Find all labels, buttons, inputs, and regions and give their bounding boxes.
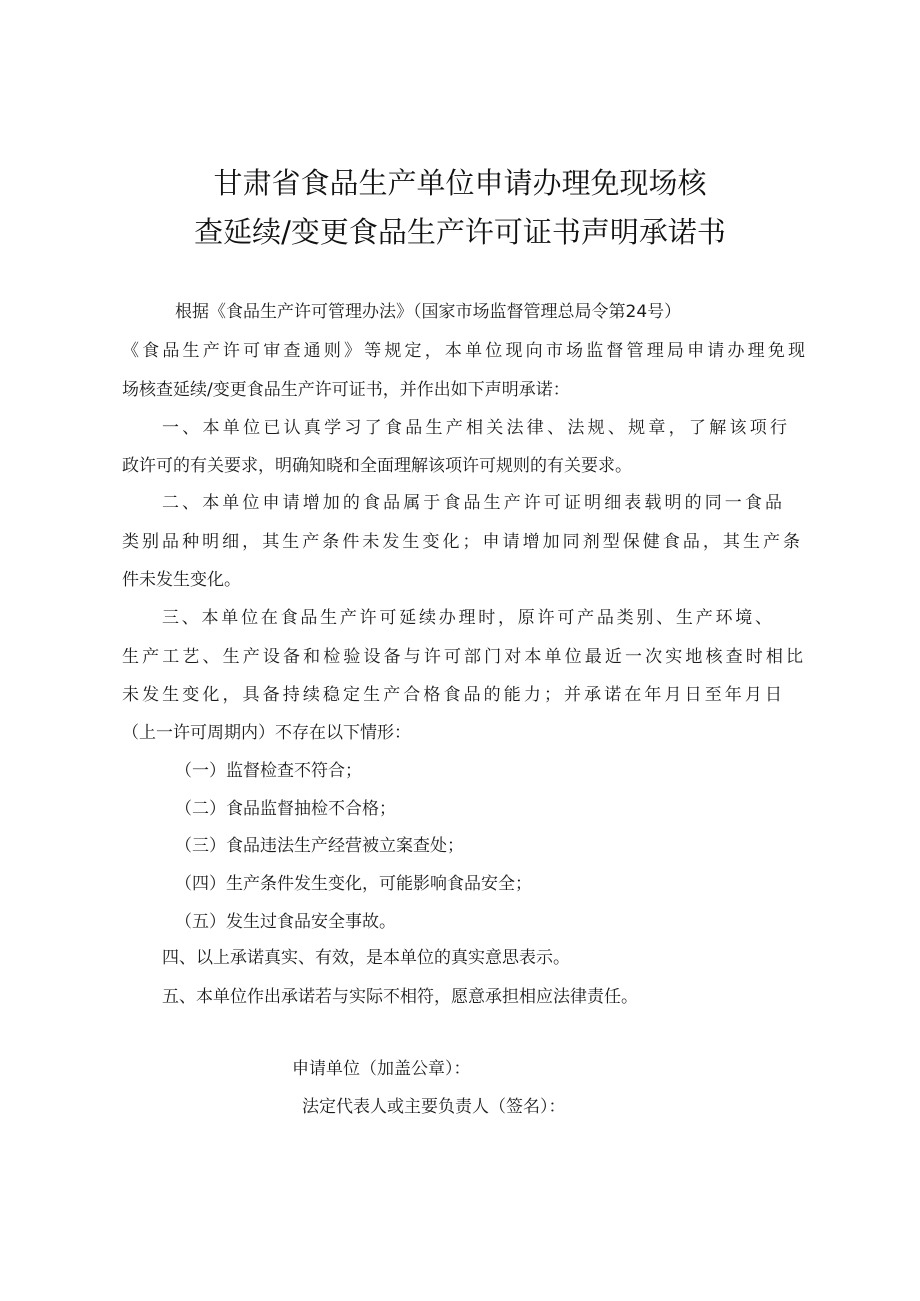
body-line-10: 生产工艺、生产设备和检验设备与许可部门对本单位最近一次实地核查时相比	[122, 647, 803, 667]
body-line-5: 政许可的有关要求，明确知晓和全面理解该项许可规则的有关要求。	[122, 456, 632, 476]
body-line-6: 二、本单位申请增加的食品属于食品生产许可证明细表载明的同一食品	[162, 493, 782, 513]
applicant-seal-label: 申请单位（加盖公章）：	[292, 1059, 471, 1079]
list-item-4: （四）生产条件发生变化，可能影响食品安全；	[175, 874, 532, 894]
list-item-2: （二）食品监督抽检不合格；	[175, 799, 396, 819]
list-item-3: （三）食品违法生产经营被立案查处；	[175, 836, 464, 856]
body-line-7: 类别品种明细，其生产条件未发生变化；申请增加同剂型保健食品，其生产条	[122, 532, 800, 552]
body-line-2: 《食品生产许可审查通则》等规定，本单位现向市场监督管理局申请办理免现	[122, 341, 805, 361]
representative-signature-label: 法定代表人或主要负责人（签名）：	[302, 1097, 566, 1117]
body-line-1: 根据《食品生产许可管理办法》（国家市场监督管理总局令第24号）	[175, 302, 682, 322]
body-line-4: 一、本单位已认真学习了食品生产相关法律、法规、规章，了解该项行	[162, 418, 787, 438]
body-line-12: （上一许可周期内）不存在以下情形：	[122, 723, 411, 743]
body-line-19: 五、本单位作出承诺若与实际不相符，愿意承担相应法律责任。	[162, 987, 638, 1007]
body-line-3: 场核查延续/变更食品生产许可证书，并作出如下声明承诺：	[122, 380, 570, 400]
body-line-9: 三、本单位在食品生产许可延续办理时，原许可产品类别、生产环境、	[162, 608, 772, 628]
list-item-1: （一）监督检查不符合；	[175, 761, 362, 781]
document-title-line-2: 查延续/变更食品生产许可证书声明承诺书	[194, 215, 726, 249]
body-line-8: 件未发生变化。	[122, 570, 241, 590]
list-item-5: （五）发生过食品安全事故。	[175, 912, 396, 932]
body-line-11: 未发生变化，具备持续稳定生产合格食品的能力；并承诺在年月日至年月日	[122, 685, 782, 705]
body-line-18: 四、以上承诺真实、有效，是本单位的真实意思表示。	[162, 948, 570, 968]
document-title-line-1: 甘肃省食品生产单位申请办理免现场核	[213, 166, 707, 200]
